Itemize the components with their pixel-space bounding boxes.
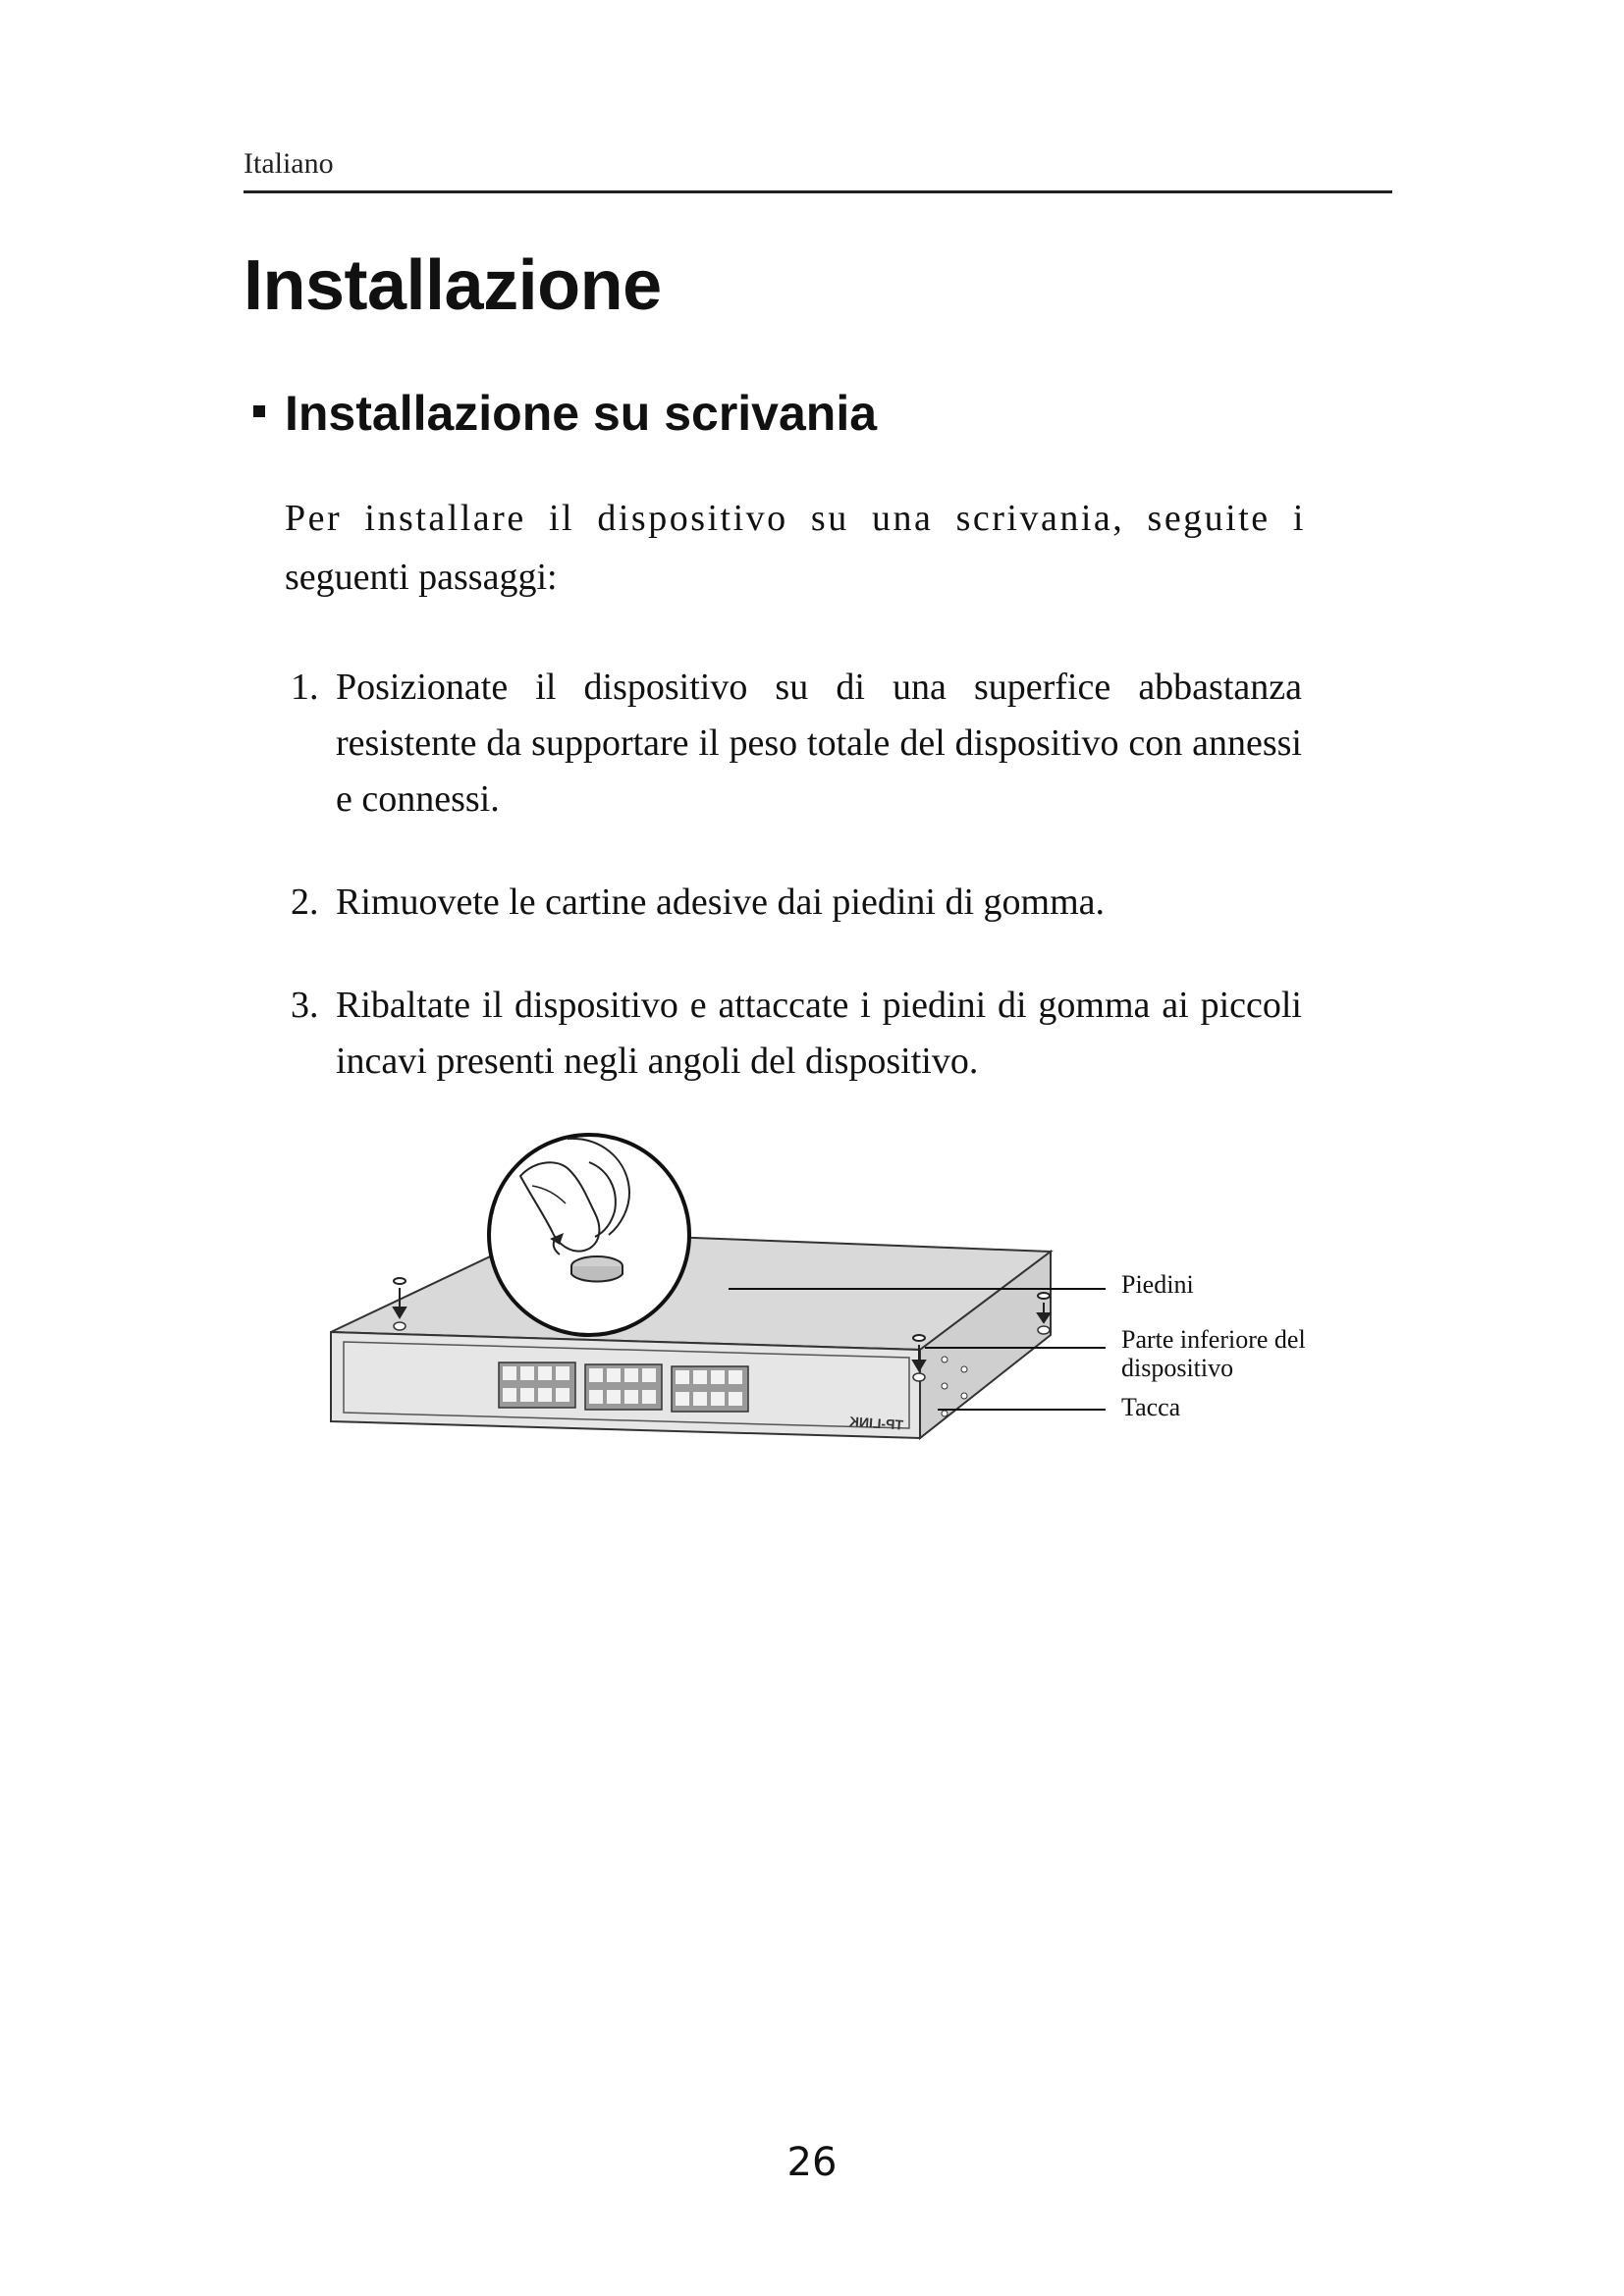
installation-steps [291,660,1302,1090]
page-number: 26 [786,2140,838,2185]
step-text: Ribaltate il dispositivo e attaccate i piedini di gomma ai piccoli incavi presenti negli angoli del dispositivo. [336,985,1302,1082]
step-text: Rimuovete le cartine adesive dai piedini di gomma. [336,881,1105,923]
step-number: 1. [291,667,319,708]
step-number: 3. [291,985,319,1026]
step-item [291,978,1302,1090]
brand-mark: TP-LINK [848,1413,904,1433]
intro-paragraph [285,489,1306,607]
step-number: 2. [291,881,319,923]
step-item [291,875,1302,931]
callout-feet: Piedini [1121,1270,1194,1299]
step-text: Posizionate il dispositivo su di una superfice abbastanza resistente da supportare il peso totale del dispositivo con annessi e connessi. [336,667,1302,820]
callout-bottom-line-1: Parte inferiore del [1121,1325,1306,1354]
section-heading-text: Installazione su scrivania [285,386,878,441]
section-heading [253,385,877,442]
intro-line-1: Per installare il dispositivo su una scrivania, seguite i [285,498,1306,539]
switch-installation-illustration [324,1129,1345,1541]
page-title: Installazione [244,246,662,325]
intro-line-2: seguenti passaggi: [285,557,558,598]
running-header-language: Italiano [244,147,334,180]
step-item [291,660,1302,828]
callout-bottom-line-2: dispositivo [1121,1354,1234,1382]
callout-notch: Tacca [1121,1393,1181,1421]
header-divider [244,190,1392,193]
square-bullet-icon [253,405,265,417]
